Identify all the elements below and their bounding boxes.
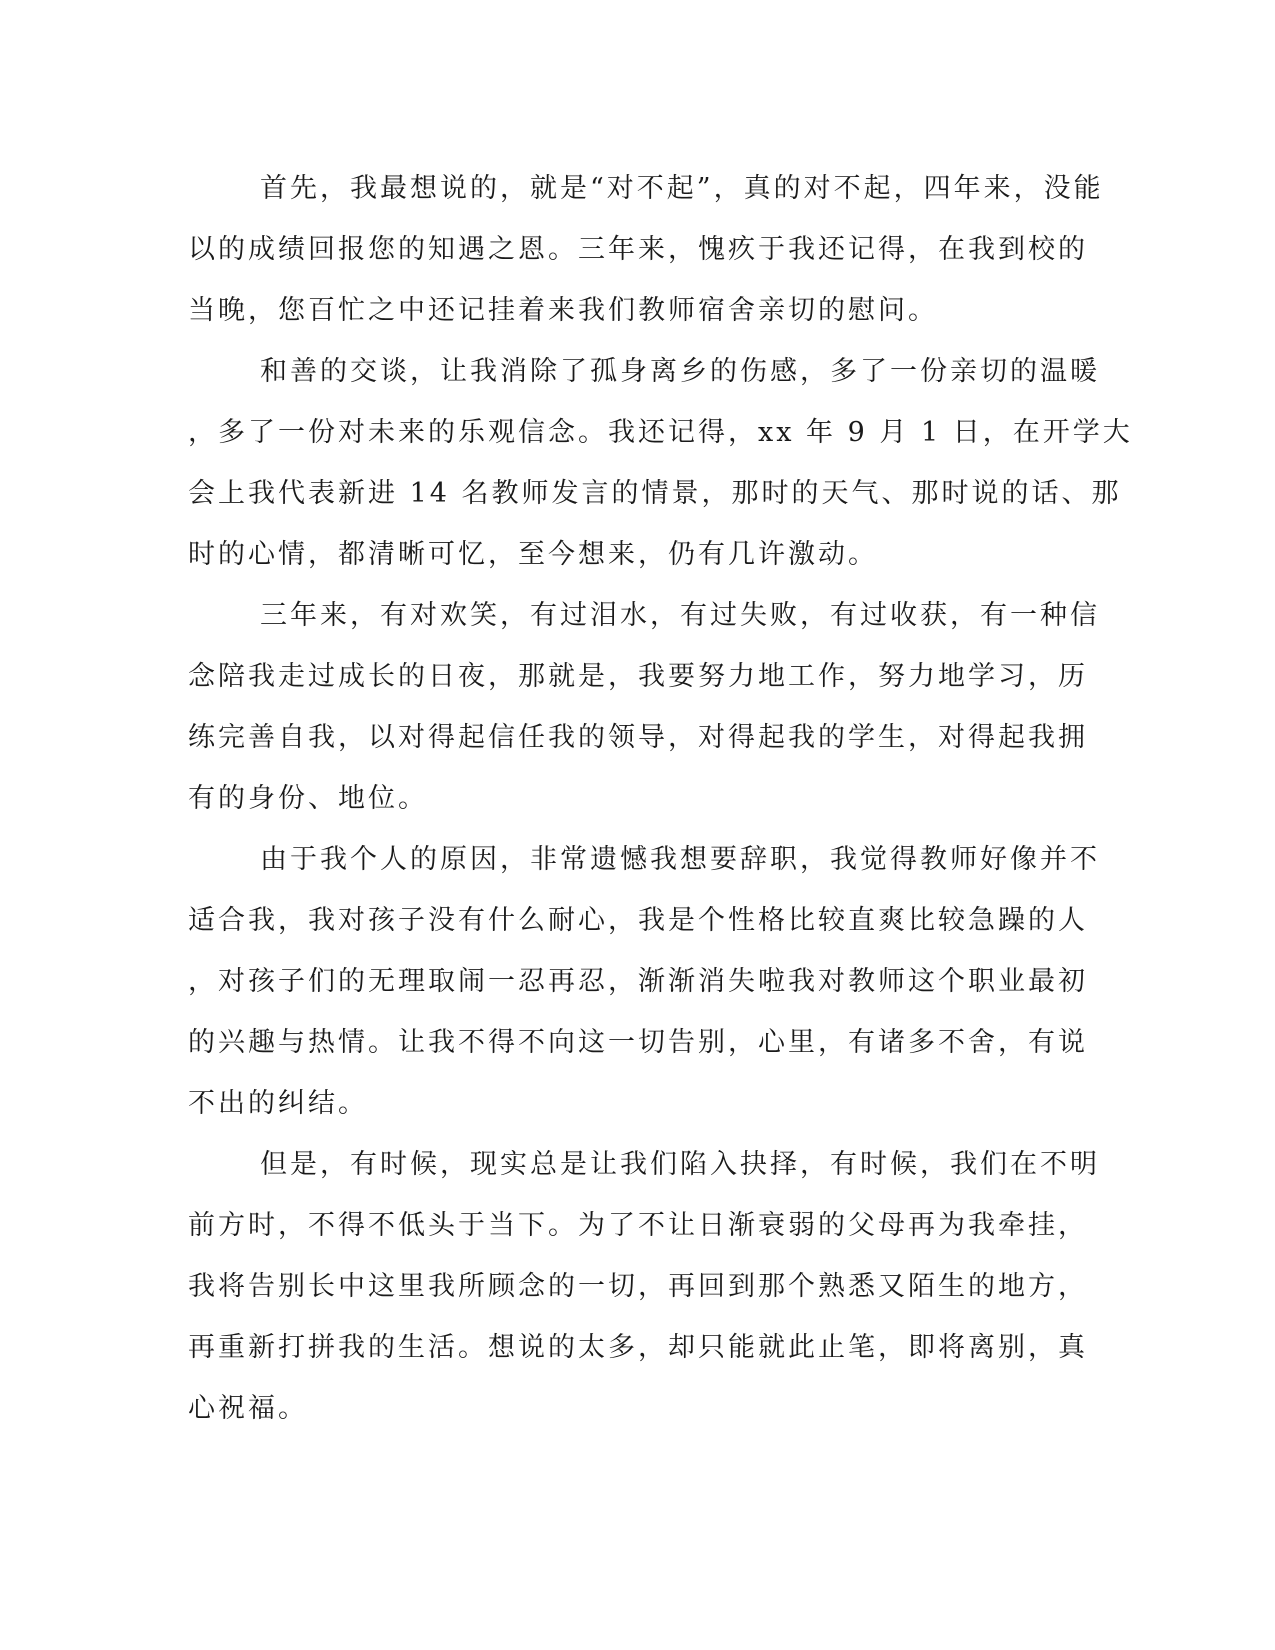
text-line: 的兴趣与热情。让我不得不向这一切告别，心里，有诸多不舍，有说 [188, 1027, 1088, 1058]
text-line: 适合我，我对孩子没有什么耐心，我是个性格比较直爽比较急躁的人 [188, 905, 1088, 936]
text-line: 但是，有时候，现实总是让我们陷入抉择，有时候，我们在不明 [260, 1149, 1100, 1180]
text-line: 不出的纠结。 [188, 1088, 368, 1119]
paragraph-4 [188, 829, 1100, 1134]
text-line: 当晚，您百忙之中还记挂着来我们教师宿舍亲切的慰问。 [188, 295, 938, 326]
paragraph-3 [188, 585, 1100, 829]
text-line: 时的心情，都清晰可忆，至今想来，仍有几许激动。 [188, 539, 878, 570]
text-line: ，多了一份对未来的乐观信念。我还记得，xx 年 9 月 1 日，在开学大 [188, 417, 1133, 448]
text-line: 和善的交谈，让我消除了孤身离乡的伤感，多了一份亲切的温暖 [260, 356, 1100, 387]
paragraph-2 [188, 341, 1133, 585]
text-line: 首先，我最想说的，就是“对不起”，真的对不起，四年来，没能 [260, 173, 1104, 204]
text-line: 三年来，有对欢笑，有过泪水，有过失败，有过收获，有一种信 [260, 600, 1100, 631]
text-line: 念陪我走过成长的日夜，那就是，我要努力地工作，努力地学习，历 [188, 661, 1088, 692]
text-line: 前方时，不得不低头于当下。为了不让日渐衰弱的父母再为我牵挂， [188, 1210, 1088, 1241]
text-line: 心祝福。 [188, 1393, 308, 1424]
text-line: 我将告别长中这里我所顾念的一切，再回到那个熟悉又陌生的地方， [188, 1271, 1088, 1302]
text-line: 会上我代表新进 14 名教师发言的情景，那时的天气、那时说的话、那 [188, 478, 1122, 509]
text-line: 练完善自我，以对得起信任我的领导，对得起我的学生，对得起我拥 [188, 722, 1088, 753]
text-line: ，对孩子们的无理取闹一忍再忍，渐渐消失啦我对教师这个职业最初 [188, 966, 1088, 997]
text-line: 由于我个人的原因，非常遗憾我想要辞职，我觉得教师好像并不 [260, 844, 1100, 875]
paragraph-1 [188, 158, 1104, 341]
paragraph-5 [188, 1134, 1100, 1439]
letter-body [188, 158, 1133, 1439]
text-line: 以的成绩回报您的知遇之恩。三年来，愧疚于我还记得，在我到校的 [188, 234, 1088, 265]
text-line: 有的身份、地位。 [188, 783, 428, 814]
text-line: 再重新打拼我的生活。想说的太多，却只能就此止笔，即将离别，真 [188, 1332, 1088, 1363]
